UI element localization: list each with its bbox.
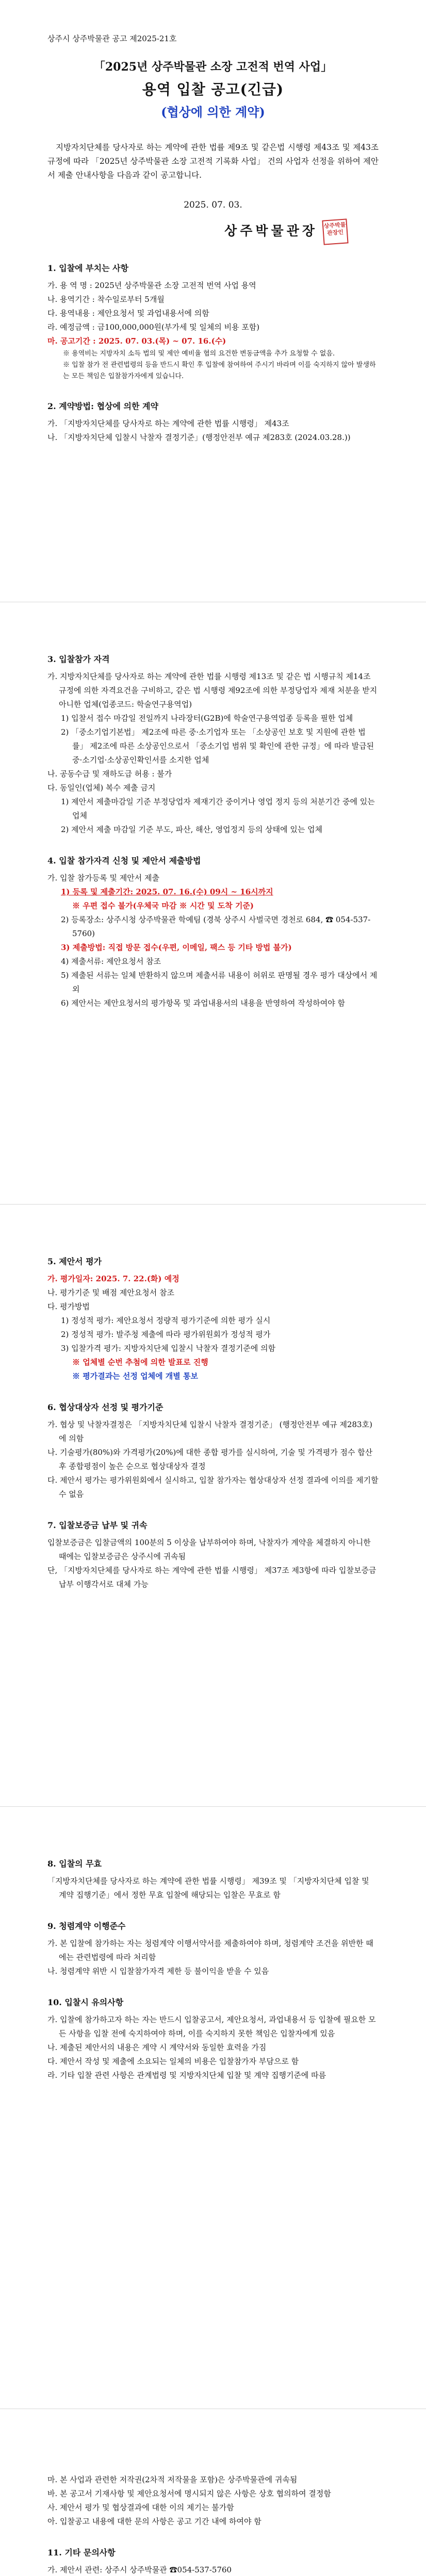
s10-item: 다. 제안서 작성 및 제출에 소요되는 일체의 비용은 입찰참가자 부담으로 함: [47, 2057, 299, 2066]
page-4: [0, 1807, 426, 2409]
s5-item: 다. 평가방법: [47, 1302, 90, 1311]
page-3: [0, 1205, 426, 1807]
intro-paragraph: 지방자치단체를 당사자로 하는 계약에 관한 법률 제9조 및 같은법 시행령 제43조 및 제43조 규정에 따라 「2025년 상주박물관 소장 고전적 기록화 사업」 건의 사업자 선정을 위하여 제안서 제출 안내사항을 다음과 같이 공고합니다.: [47, 143, 379, 180]
section-7-title: 7. 입찰보증금 납부 및 귀속: [47, 1520, 148, 1530]
s9-item: 가. 본 입찰에 참가하는 자는 청렴계약 이행서약서를 제출하여야 하며, 청렴계약 조건을 위반한 때에는 관련법령에 따라 처리함: [47, 1939, 373, 1962]
s1-item: 가. 용 역 명 : 2025년 상주박물관 소장 고전적 번역 사업 용역: [47, 281, 256, 290]
s10-item: 아. 입찰공고 내용에 대한 문의 사항은 공고 기간 내에 하여야 함: [47, 2517, 261, 2526]
s3-item: 2) 제안서 제출 마감일 기준 부도, 파산, 해산, 영업정지 등의 상태에 있는 업체: [61, 825, 323, 834]
s1-item-period: 마. 공고기간 : 2025. 07. 03.(목) ~ 07. 16.(수): [47, 336, 226, 346]
section-10-title: 10. 입찰시 유의사항: [47, 1997, 124, 2007]
section-8-title: 8. 입찰의 무효: [47, 1859, 102, 1869]
page-5: [0, 2409, 426, 2576]
s6-item: 나. 기술평가(80%)와 가격평가(20%)에 대한 종합 평가를 실시하여, 기술 및 가격평가 점수 합산 후 종합평점이 높은 순으로 협상대상자 결정: [47, 1448, 373, 1471]
s5-date: 가. 평가일자: 2025. 7. 22.(화) 예정: [47, 1274, 179, 1283]
s4-note: ※ 우편 접수 불가(우체국 마감 ※ 시간 및 도착 기준): [72, 901, 254, 910]
s4-deadline: 1) 등록 및 제출기간: 2025. 07. 16.(수) 09시 ~ 16시까지: [61, 887, 273, 896]
s1-item: 다. 용역내용 : 제안요청서 및 과업내용서에 의함: [47, 309, 209, 318]
s10-item: 마. 본 사업과 관련한 저작권(2차적 저작물을 포함)은 상주박물관에 귀속됨: [47, 2475, 298, 2484]
s5-item: 1) 정성적 평가: 제안요청서 정량적 평가기준에 의한 평가 실시: [61, 1316, 271, 1325]
notice-date: 2025. 07. 03.: [184, 200, 242, 210]
s4-item: 가. 입찰 참가등록 및 제안서 제출: [47, 873, 159, 883]
section-1-title: 1. 입찰에 부치는 사항: [47, 263, 129, 273]
title-line-3: (협상에 의한 계약): [161, 105, 265, 120]
page-2: [0, 602, 426, 1205]
signature-block: [47, 219, 348, 244]
s1-note: ※ 용역비는 지방자치 소득 법의 및 제안 예비율 협의 요건한 변동금액을 추가 요청할 수 없음.: [63, 350, 335, 358]
signer-name: 상주박물관장: [224, 223, 318, 239]
s3-item: 나. 공동수급 및 재하도급 허용 : 불가: [47, 769, 172, 778]
title-line-2: 용역 입찰 공고(긴급): [142, 81, 284, 98]
s8-item: 「지방자치단체를 당사자로 하는 계약에 관한 법률 시행령」 제39조 및 「지방자치단체 입찰 및 계약 집행기준」에서 정한 무효 입찰에 해당되는 입찰은 무효로 함: [47, 1876, 369, 1900]
s5-item: 3) 입찰가격 평가: 지방자치단체 입찰시 낙찰자 결정기준에 의함: [61, 1344, 276, 1353]
s10-item: 라. 기타 입찰 관련 사항은 관계법령 및 지방자치단체 입찰 및 계약 집행기준에 따름: [47, 2071, 326, 2080]
s5-note: ※ 평가결과는 선정 업체에 개별 통보: [72, 1371, 198, 1381]
section-4-title: 4. 입찰 참가자격 신청 및 제안서 제출방법: [47, 856, 201, 866]
s6-item: 다. 제안서 평가는 평가위원회에서 실시하고, 입찰 참가자는 협상대상자 선정 결과에 이의를 제기할 수 없음: [47, 1476, 379, 1499]
s1-item: 라. 예정금액 : 금100,000,000원(부가세 및 일체의 비용 포함): [47, 323, 260, 332]
s10-item: 사. 제안서 평가 및 협상결과에 대한 이의 제기는 불가함: [47, 2503, 234, 2512]
s2-item: 가. 「지방자치단체를 당사자로 하는 계약에 관한 법률 시행령」 제43조: [47, 419, 289, 428]
section-11-title: 11. 기타 문의사항: [47, 2548, 116, 2557]
s4-item: 2) 등록장소: 상주시청 상주박물관 학예팀 (경북 상주시 사벌국면 경천로 684, ☎ 054-537-5760): [61, 915, 371, 938]
s11-item: 가. 제안서 관련: 상주시 상주박물관 ☎054-537-5760: [47, 2565, 232, 2574]
s2-item: 나. 「지방자치단체 입찰시 낙찰자 결정기준」(행정안전부 예규 제283호 (2024.03.28.)): [47, 433, 351, 442]
notice-number: 상주시 상주박물관 공고 제2025-21호: [47, 34, 177, 43]
s10-item: 가. 입찰에 참가하고자 하는 자는 반드시 입찰공고서, 제안요청서, 과업내용서 등 입찰에 필요한 모든 사항을 입찰 전에 숙지하여야 하며, 이를 숙지하지 못한 책임은 입찰자에게 있음: [47, 2015, 376, 2038]
s10-item: 바. 본 공고서 기재사항 및 제안요청서에 명시되지 않은 사항은 상호 협의하여 결정함: [47, 2489, 331, 2498]
s4-item: 6) 제안서는 제안요청서의 평가항목 및 과업내용서의 내용을 반영하여 작성하여야 함: [61, 998, 345, 1008]
s1-item: 나. 용역기간 : 착수일로부터 5개월: [47, 295, 165, 304]
page-1: [0, 0, 426, 602]
s7-item: 단, 「지방자치단체를 당사자로 하는 계약에 관한 법률 시행령」 제37조 제3항에 따라 입찰보증금 납부 이행각서로 대체 가능: [47, 1566, 376, 1589]
s1-note: ※ 입찰 참가 전 관련법령의 등을 반드시 확인 후 입찰에 참여하여 주시기 바라며 이를 숙지하지 않아 발생하는 모든 책임은 입찰참가자에게 있습니다.: [63, 361, 376, 380]
s3-item: 1) 입찰서 접수 마감일 전일까지 나라장터(G2B)에 학술연구용역업종 등록을 필한 업체: [61, 714, 353, 723]
s5-note: ※ 업체별 순번 추첨에 의한 발표로 진행: [72, 1358, 208, 1367]
s3-item: 2) 「중소기업기본법」 제2조에 따른 중·소기업자 또는 「소상공인 보호 및 지원에 관한 법률」 제2조에 따른 소상공인으로서 「중소기업 범위 및 확인에 관한 규정」에 따라 발급된 중·소기업·소상공인확인서를 소지한 업체: [61, 727, 374, 765]
official-seal: 상주박물관장인: [322, 218, 348, 245]
section-2-title: 2. 계약방법: 협상에 의한 계약: [47, 401, 158, 411]
s4-item: 5) 제출된 서류는 일체 반환하지 않으며 제출서류 내용이 허위로 판명될 경우 평가 대상에서 제외: [61, 971, 378, 994]
s7-item: 입찰보증금은 입찰금액의 100분의 5 이상을 납부하여야 하며, 낙찰자가 계약을 체결하지 아니한 때에는 입찰보증금은 상주시에 귀속됨: [47, 1538, 371, 1561]
s4-item: 4) 제출서류: 제안요청서 참조: [61, 957, 161, 966]
section-6-title: 6. 협상대상자 선정 및 평가기준: [47, 1402, 163, 1412]
section-5-title: 5. 제안서 평가: [47, 1257, 102, 1266]
s6-item: 가. 협상 및 낙찰자결정은 「지방자치단체 입찰시 낙찰자 결정기준」 (행정안전부 예규 제283호)에 의함: [47, 1420, 372, 1443]
section-9-title: 9. 청렴계약 이행준수: [47, 1921, 126, 1931]
s5-item: 2) 정성적 평가: 발주청 제출에 따라 평가위원회가 정성적 평가: [61, 1330, 271, 1339]
s4-method: 3) 제출방법: 직접 방문 접수(우편, 이메일, 팩스 등 기타 방법 불가): [61, 943, 292, 952]
title-line-1: 「2025년 상주박물관 소장 고전적 번역 사업」: [93, 60, 333, 74]
s5-item: 나. 평가기준 및 배점 제안요청서 참조: [47, 1288, 174, 1297]
s3-item: 다. 동일인(업체) 복수 제출 금지: [47, 783, 156, 792]
s3-item: 1) 제안서 제출마감일 기준 부정당업자 제재기간 중이거나 영업 정지 등의 처분기간 중에 있는 업체: [61, 797, 375, 820]
s3-item: 가. 지방자치단체를 당사자로 하는 계약에 관한 법률 시행령 제13조 및 같은 법 시행규칙 제14조 규정에 의한 자격요건을 구비하고, 같은 법 시행령 제92조에 의한 부정당업자 제재 처분을 받지 아니한 업체(업종코드: 학술연구용역업): [47, 672, 378, 709]
s10-item: 나. 제출된 제안서의 내용은 계약 시 계약서와 동일한 효력을 가짐: [47, 2043, 267, 2052]
section-3-title: 3. 입찰참가 자격: [47, 654, 110, 664]
s9-item: 나. 청렴계약 위반 시 입찰참가자격 제한 등 불이익을 받을 수 있음: [47, 1967, 269, 1976]
